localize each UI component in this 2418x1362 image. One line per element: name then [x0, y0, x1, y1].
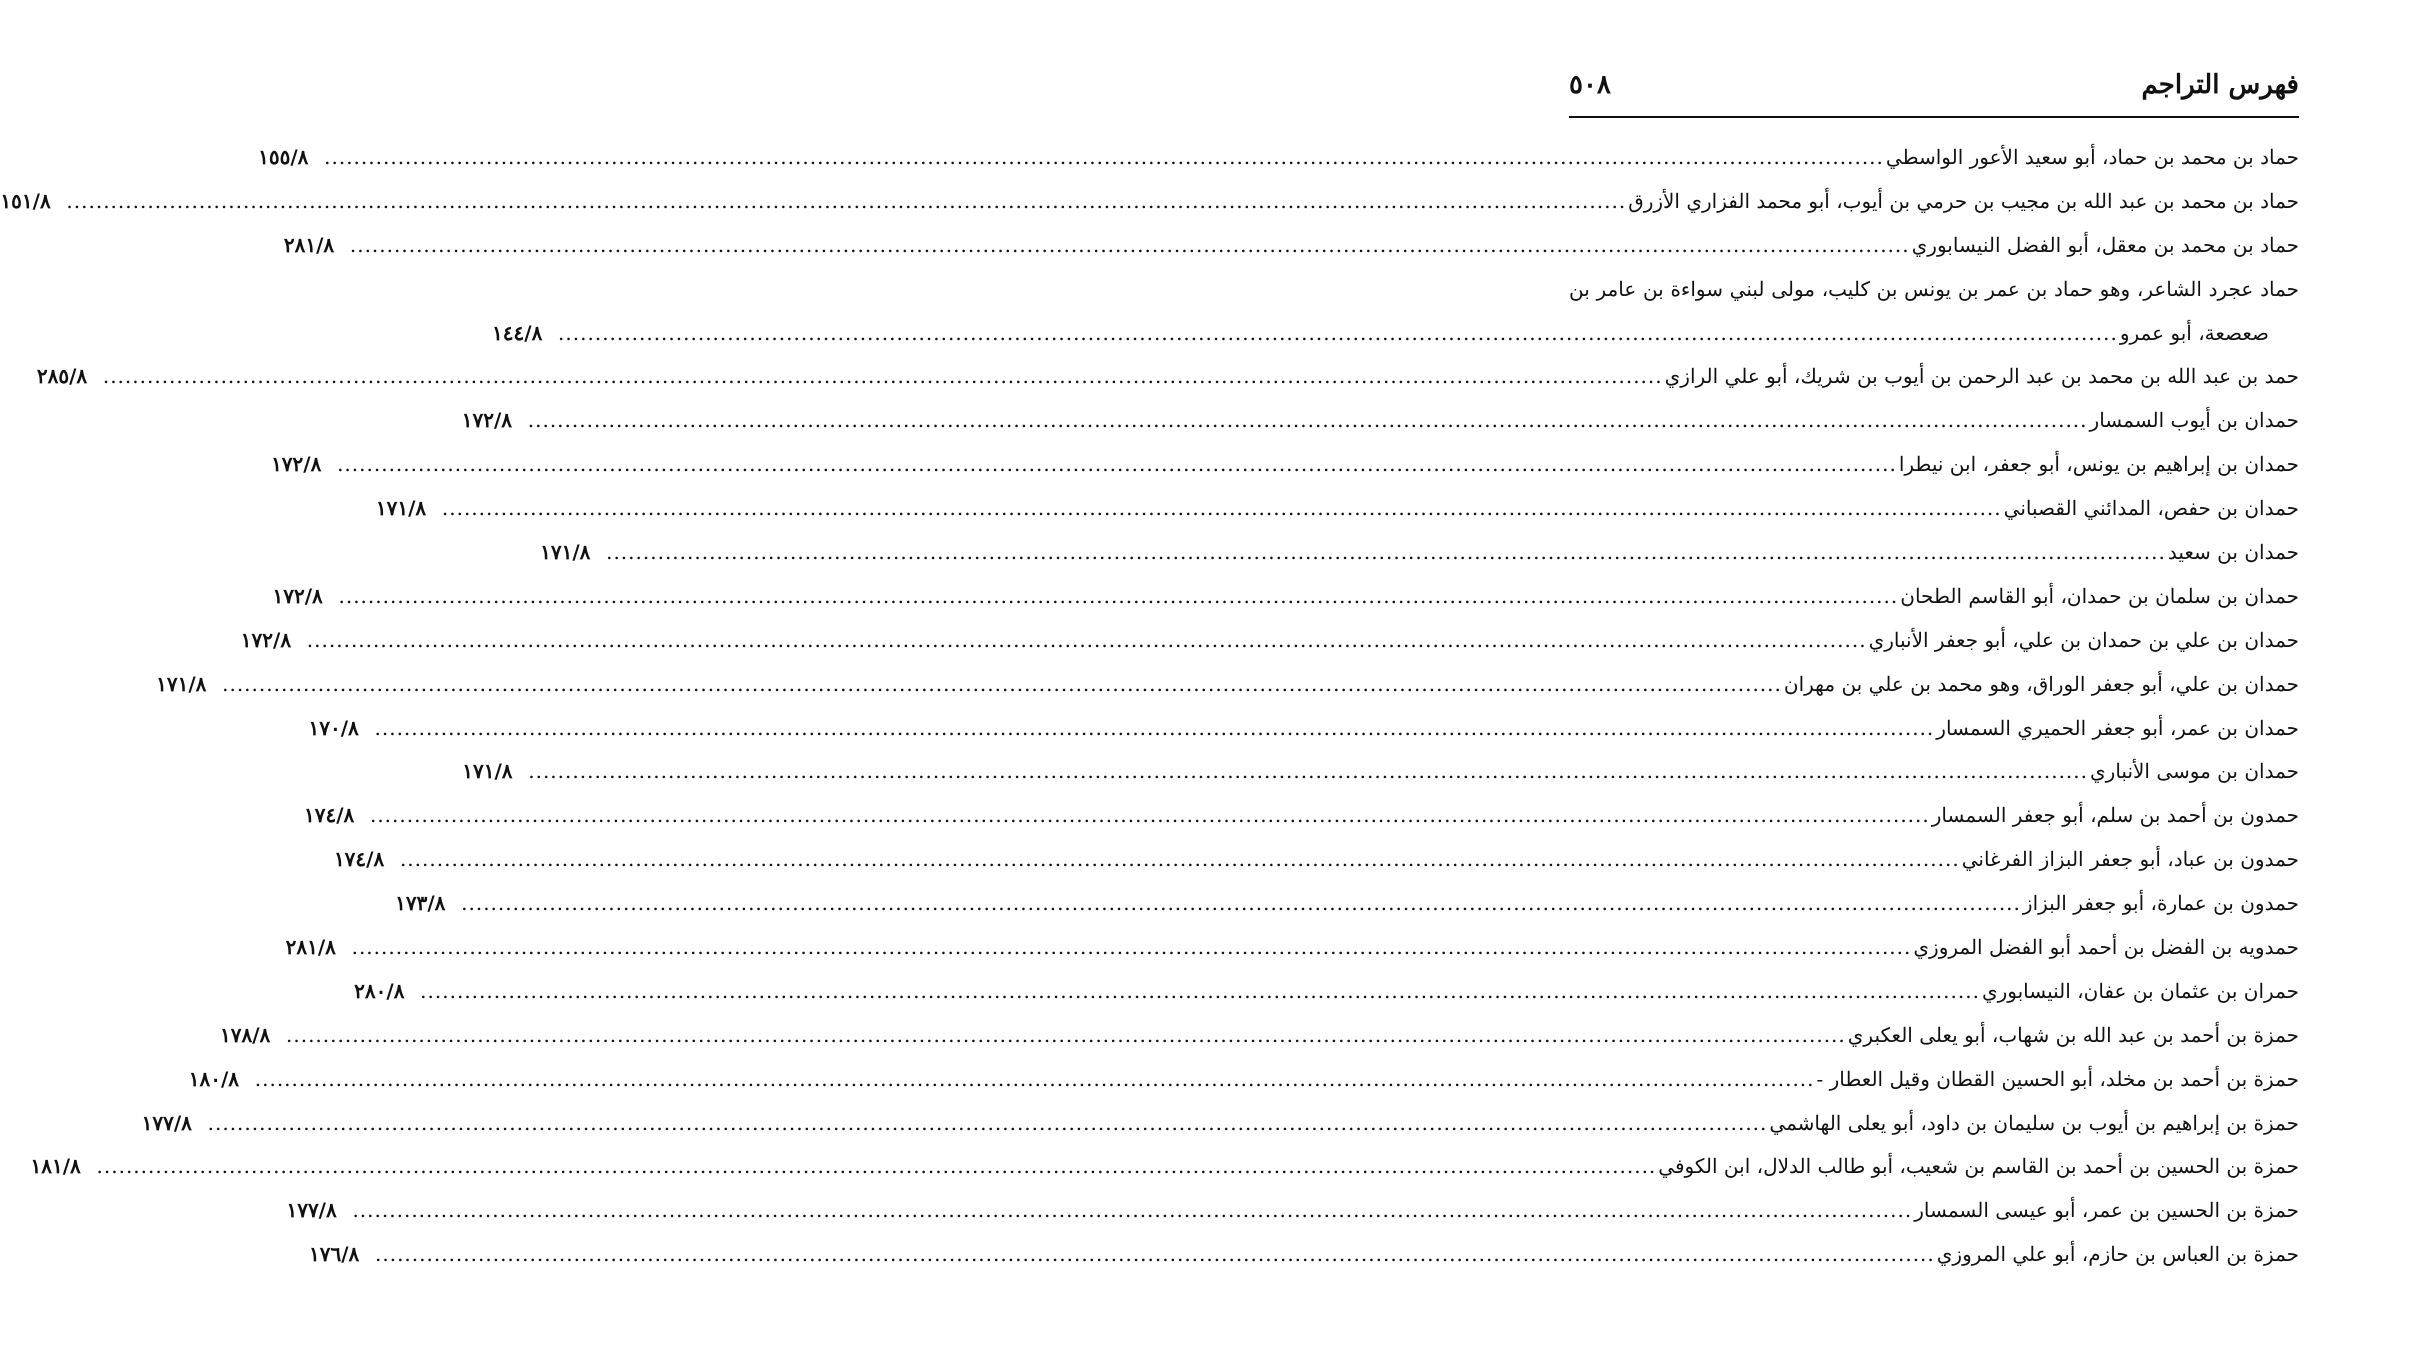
entry-reference: ١٧٢/٨ [461, 408, 513, 433]
dot-leader [336, 575, 1900, 619]
dot-leader [305, 619, 1869, 663]
biography-index-list [0, 136, 2299, 1277]
dot-leader [335, 443, 1899, 487]
index-entry [0, 180, 2299, 224]
page-title: فهرس التراجم [2141, 70, 2299, 100]
index-entry [354, 970, 2299, 1014]
dot-leader [350, 926, 1914, 970]
entry-reference: ١٧١/٨ [540, 540, 591, 565]
entry-name: حمدون بن عمارة، أبو جعفر البزاز [2022, 891, 2299, 916]
dot-leader [220, 663, 1784, 707]
index-entry [540, 531, 2299, 575]
entry-reference: ١٧٠/٨ [308, 715, 359, 740]
entry-name: حمدون بن عباد، أبو جعفر البزاز الفرغاني [1961, 847, 2299, 872]
entry-name: حمدان بن علي، أبو جعفر الوراق، وهو محمد بن علي بن مهران [1783, 671, 2299, 696]
entry-name: حمدان بن أيوب السمسار [2089, 408, 2299, 433]
entry-name: حمد بن عبد الله بن محمد بن عبد الرحمن بن أيوب بن شريك، أبو علي الرازي [1664, 364, 2299, 389]
entry-name: حماد بن محمد بن عبد الله بن مجيب بن حرمي بن أيوب، أبو محمد الفزاري الأزرق [1628, 188, 2299, 213]
dot-leader [95, 1145, 1659, 1189]
dot-leader [101, 355, 1665, 399]
index-entry [240, 619, 2299, 663]
entry-reference: ١٧١/٨ [156, 671, 207, 696]
dot-leader [348, 224, 1912, 268]
dot-leader [526, 399, 2090, 443]
entry-name: حمدان بن سعيد [2167, 540, 2299, 565]
dot-leader [368, 794, 1932, 838]
entry-reference: ٢٨١/٨ [285, 935, 336, 960]
entry-reference: ١٧١/٨ [462, 759, 513, 784]
dot-leader [418, 970, 1982, 1014]
entry-name: حمدان بن موسى الأنباري [2090, 759, 2299, 784]
entry-reference: ١٧٢/٨ [240, 627, 292, 652]
index-entry [462, 750, 2299, 794]
index-entry [258, 136, 2299, 180]
entry-name: حماد بن محمد بن معقل، أبو الفضل النيسابوري [1911, 232, 2299, 257]
entry-reference: ١٧٤/٨ [333, 847, 385, 872]
entry-reference: ١٨١/٨ [30, 1154, 81, 1179]
dot-leader [206, 1102, 1770, 1146]
dot-leader [526, 750, 2090, 794]
entry-name: حمدويه بن الفضل بن أحمد أبو الفضل المروزي [1913, 935, 2299, 960]
entry-reference: ١٤٤/٨ [492, 320, 543, 345]
index-page [0, 70, 2299, 1277]
entry-name: حمدان بن عمر، أبو جعفر الحميري السمسار [1936, 715, 2299, 740]
entry-reference: ٢٨١/٨ [283, 232, 335, 257]
index-entry [272, 575, 2299, 619]
entry-name: حمران بن عثمان بن عفان، النيسابوري [1981, 978, 2299, 1003]
index-entry [271, 443, 2299, 487]
dot-leader [604, 531, 2168, 575]
entry-reference: ١٧٤/٨ [303, 803, 355, 828]
index-entry [283, 224, 2299, 268]
index-entry [36, 355, 2299, 399]
index-entry [141, 1102, 2299, 1146]
index-entry [303, 794, 2299, 838]
index-entry [285, 926, 2299, 970]
entry-name: حماد عجرد الشاعر، وهو حماد بن عمر بن يونس بن كليب، مولى لبني سواءة بن عامر بن [1569, 276, 2299, 301]
index-entry [333, 838, 2299, 882]
entry-reference: ٢٨٥/٨ [36, 364, 88, 389]
dot-leader [440, 487, 2004, 531]
index-entry [220, 1014, 2299, 1058]
entry-name: حمزة بن العباس بن حازم، أبو علي المروزي [1936, 1242, 2299, 1267]
dot-leader [284, 1014, 1848, 1058]
entry-reference: ١٧٧/٨ [286, 1198, 337, 1223]
index-entry [286, 1189, 2299, 1233]
entry-name: حمزة بن إبراهيم بن أيوب بن سليمان بن داود، أبو يعلى الهاشمي [1769, 1110, 2299, 1135]
entry-name: حمزة بن أحمد بن مخلد، أبو الحسين القطان وقيل العطار - [1816, 1066, 2299, 1091]
index-entry [308, 707, 2299, 751]
dot-leader [322, 136, 1886, 180]
dot-leader [64, 180, 1628, 224]
index-entry [309, 1233, 2299, 1277]
entry-reference: ١٨٠/٨ [188, 1066, 240, 1091]
entry-reference: ١٧٦/٨ [309, 1242, 360, 1267]
entry-name: حمدان بن إبراهيم بن يونس، أبو جعفر، ابن نيطرا [1898, 452, 2299, 477]
dot-leader [459, 882, 2023, 926]
page-header [1569, 70, 2299, 118]
entry-reference: ١٧٧/٨ [141, 1110, 192, 1135]
entry-reference: ١٧١/٨ [375, 496, 427, 521]
entry-reference: ٢٨٠/٨ [354, 978, 405, 1003]
entry-reference: ١٥١/٨ [0, 188, 51, 213]
entry-name: حمدان بن سلمان بن حمدان، أبو القاسم الطحان [1900, 583, 2299, 608]
dot-leader [398, 838, 1962, 882]
entry-name: حماد بن محمد بن حماد، أبو سعيد الأعور الواسطي [1885, 145, 2299, 169]
dot-leader [350, 1189, 1914, 1233]
entry-reference: ١٧٨/٨ [220, 1022, 271, 1047]
entry-name: حمزة بن الحسين بن أحمد بن القاسم بن شعيب، أبو طالب الدلال، ابن الكوفي [1658, 1154, 2299, 1179]
index-entry [188, 1058, 2299, 1102]
dot-leader [373, 707, 1937, 751]
dot-leader [373, 1233, 1937, 1277]
index-entry-continuation [492, 312, 2299, 356]
dot-leader [253, 1058, 1817, 1102]
entry-name: حمزة بن الحسين بن عمر، أبو عيسى السمسار [1914, 1198, 2299, 1223]
index-entry [30, 1145, 2299, 1189]
entry-reference: ١٧٣/٨ [395, 891, 446, 916]
entry-reference: ١٧٢/٨ [272, 583, 323, 608]
entry-name: حمدون بن أحمد بن سلم، أبو جعفر السمسار [1931, 803, 2299, 828]
index-entry [156, 663, 2299, 707]
entry-reference: ١٥٥/٨ [258, 145, 309, 169]
entry-name: حمدان بن علي بن حمدان بن علي، أبو جعفر الأنباري [1868, 627, 2299, 652]
index-entry [375, 487, 2299, 531]
index-entry [461, 399, 2299, 443]
entry-name: صعصعة، أبو عمرو [2119, 320, 2269, 345]
entry-name: حمزة بن أحمد بن عبد الله بن شهاب، أبو يعلى العكبري [1847, 1022, 2299, 1047]
page-number: ٥٠٨ [1569, 70, 1611, 100]
entry-name: حمدان بن حفص، المدائني القصباني [2003, 496, 2299, 521]
entry-reference: ١٧٢/٨ [271, 452, 322, 477]
dot-leader [556, 312, 2120, 356]
index-entry [395, 882, 2299, 926]
index-entry-first-line [1569, 268, 2299, 312]
